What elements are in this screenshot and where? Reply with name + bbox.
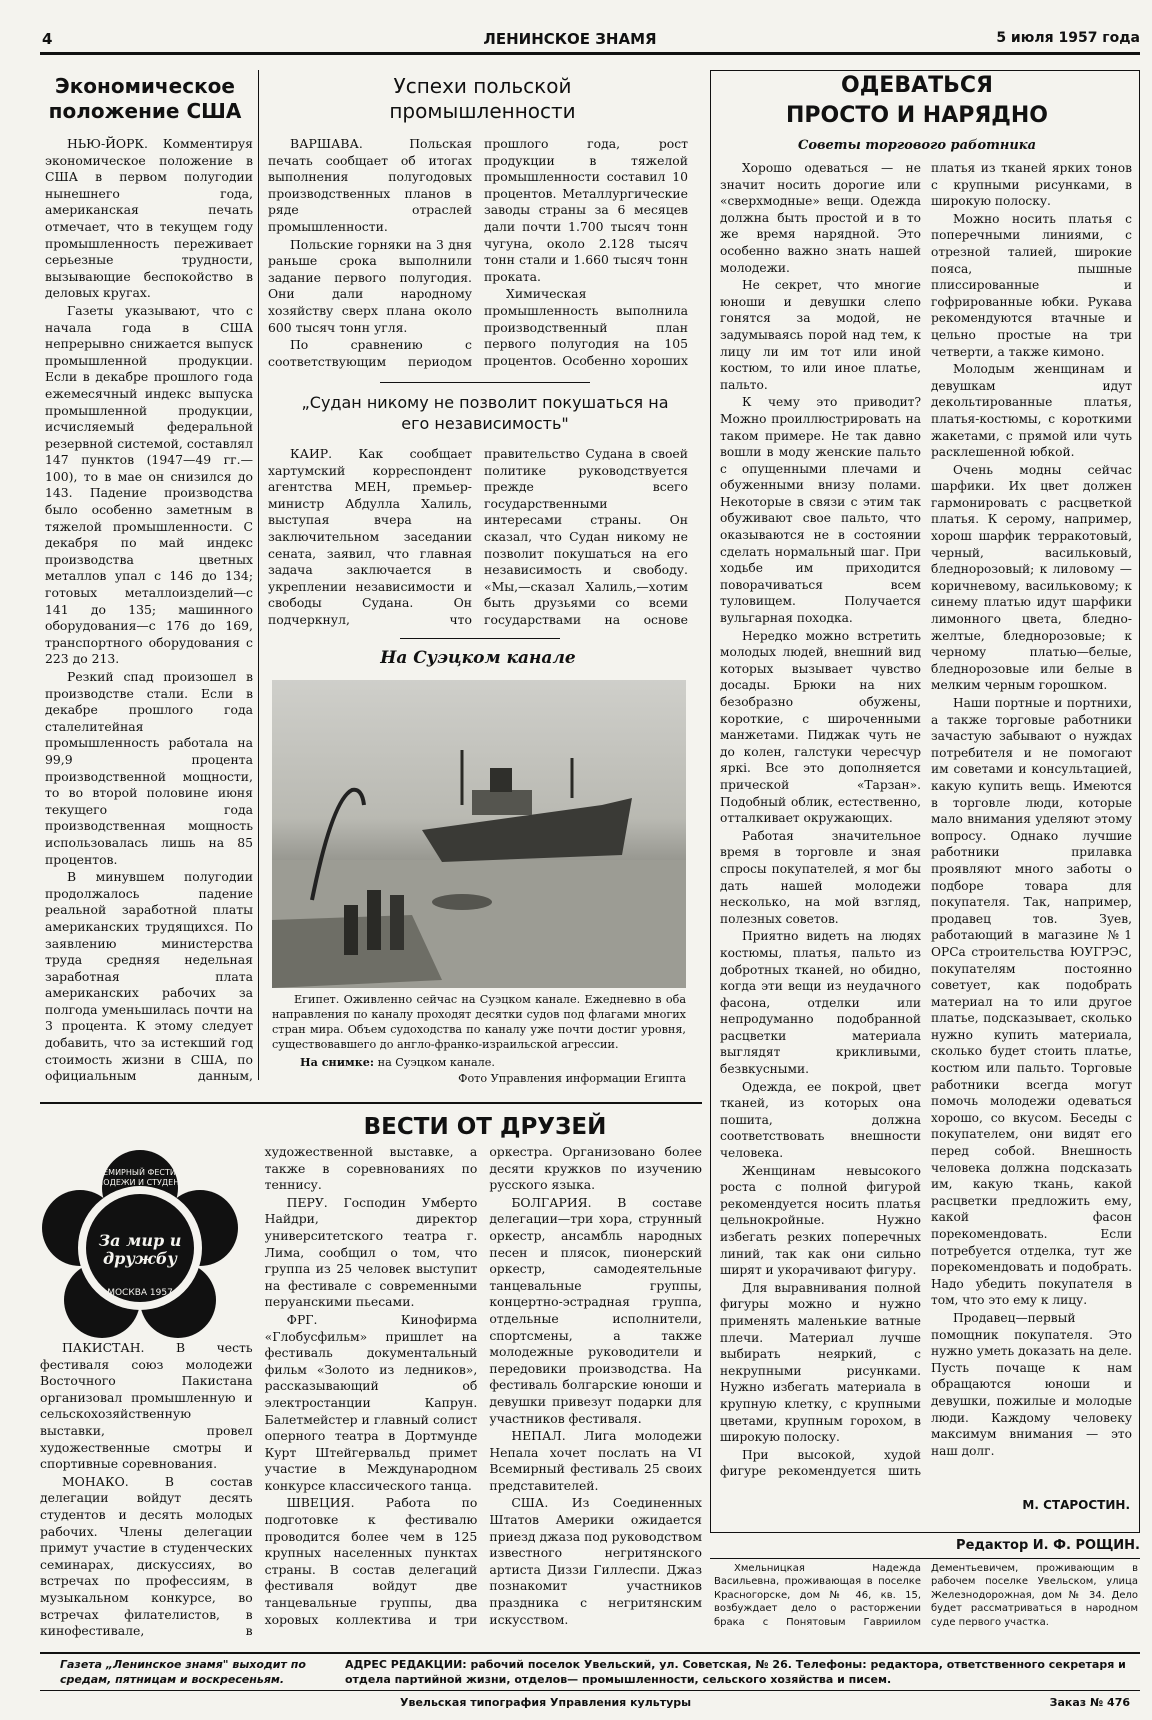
dress-title-line1: ОДЕВАТЬСЯ bbox=[841, 73, 993, 98]
footer-rule bbox=[40, 1690, 1140, 1691]
sudan-title: „Судан никому не позволит покушаться на его независимость" bbox=[301, 393, 669, 433]
paragraph: Не секрет, что многие юноши и девушки слепо гонятся за модой, не задумываясь порой над тем, к лицу ли им тот или иной костюм, то или иное платье, пальто. bbox=[720, 278, 921, 392]
emblem-ring-text: VI ВСЕМИРНЫЙ ФЕСТИВАЛЬ МОЛОДЕЖИ И СТУДЕНТОВ bbox=[81, 1168, 199, 1187]
editor-line: Редактор И. Ф. РОЩИН. bbox=[956, 1538, 1140, 1553]
paragraph: В минувшем полугодии продолжалось падение реальной заработной платы американских трудящихся. По заявлению министерства труда средняя недельная заработная плата американских рабочих за полгода уменьшилась почти на 3 процента. К этому следует добавить, что за истекший год стоимость жизни в США, по официальным данным, bbox=[45, 869, 253, 1084]
section-rule bbox=[380, 382, 590, 383]
dress-title-line2: ПРОСТО И НАРЯДНО bbox=[785, 103, 1049, 128]
column-rule bbox=[258, 70, 259, 1080]
paragraph: Резкий спад произошел в производстве стали. Если в декабре прошлого года сталелитейная промышленность работала на 99,9 процента производственной мощности, то во второй половине июня текущего года производственная мощность использовалась лишь на 85 процентов. bbox=[45, 669, 253, 867]
issue-date: 5 июля 1957 года bbox=[996, 30, 1140, 46]
paragraph: США. Из Соединенных Штатов Америки ожидается приезд джаза под руководством известного негритянского артиста Диззи Гиллеспи. Джаз познакомит участников праздника с негритянским искусством. bbox=[489, 1495, 702, 1627]
paragraph: Одежда, ее покрой, цвет тканей, из которых она пошита, должна соответствовать внешности человека. bbox=[720, 1079, 921, 1161]
paragraph: НЬЮ-ЙОРК. Комментируя экономическое положение в США в первом полугодии нынешнего года, американская печать отмечает, что в текущем году промышленность переживает серьезные трудности, вызывающие беспокойство в деловых кругах. bbox=[45, 136, 253, 301]
paragraph: При высокой, худой фигуре рекомендуется шить платья из тканей ярких тонов с крупными рисунками, в широкую полоску. bbox=[720, 161, 1132, 1479]
us-economy-text bbox=[45, 136, 253, 1084]
footer-rule bbox=[40, 1652, 1140, 1654]
editorial-address: АДРЕС РЕДАКЦИИ: рабочий поселок Увельский, ул. Советская, № 26. Телефоны: редактора, ответственного секретаря и отдела партийной жизни, отделов— промышленности, сельского хозяйства и писем. bbox=[345, 1658, 1126, 1686]
photo-label: На снимке: bbox=[300, 1055, 375, 1069]
publication-schedule: Газета „Ленинское знамя" выходит по средам, пятницам и воскресеньям. bbox=[60, 1658, 306, 1686]
poland-title: Успехи польской промышленности bbox=[389, 74, 576, 123]
suez-photo-note bbox=[300, 1055, 680, 1070]
paragraph: ПЕРУ. Господин Умберто Найдри, директор университетского театра г. Лима, сообщил о том, что группа из 25 человек выступит на фестивале с современными перуанскими пьесами. bbox=[264, 1194, 478, 1310]
paragraph: БОЛГАРИЯ. В составе делегации—три хора, струнный оркестр, ансамбль народных песен и плясок, пионерский оркестр, самодеятельные танцевальные группы, концертно-эстрадная группа, отдельные исполнители, спортсмены, а также молодежные руководители и передовики производства. На фестиваль болгарские юноши и девушки привезут подарки для участников фестиваля. bbox=[489, 1194, 702, 1426]
paragraph: ПАКИСТАН. В честь фестиваля союз молодежи Восточного Пакистана организовал промышленную и сельскохозяйственную выставки, провел художественные смотры и спортивные соревнования. bbox=[40, 1340, 253, 1472]
dress-text bbox=[720, 160, 1132, 1490]
paragraph: Работая значительное время в торговле и зная спросы покупателей, я мог бы дать нашей молодежи несколько, на мой взгляд, полезных советов. bbox=[720, 828, 921, 926]
dress-signature: М. СТАРОСТИН. bbox=[1022, 1498, 1130, 1512]
notice-rule bbox=[710, 1558, 1140, 1559]
paragraph: ФРГ. Кинофирма «Глобусфильм» пришлет на фестиваль документальный фильм «Золото из ледников», рассказывающий об электростанции Капрун. Балетмейстер и главный солист оперного театра в Дортмунде Курт Штейгервальд примет участие в Международном конкурсе классического танца. bbox=[264, 1311, 478, 1493]
paragraph: Польские горняки на 3 дня раньше срока выполнили задание первого полугодия. Они дали народному хозяйству сверх плана около 600 тысяч тонн угля. bbox=[268, 236, 472, 335]
paragraph: Для выравнивания полной фигуры можно и нужно применять маленькие ватные плечи. Материал лучше выбирать неяркий, с некрупными рисунками. Нужно избегать материала в крупную клетку, с крупными цветами, крупным горохом, в широкую полоску. bbox=[720, 1280, 921, 1445]
paragraph: Наши портные и портнихи, а также торговые работники зачастую забывают о нуждах потребителя и не помогают им советами и консультацией, какую купить вещь. Имеются в торговле люди, которые мало внимания уделяют этому вопросу. Однако лучшие работники прилавка проявляют много заботы о подборе товара для покупателя. Так, например, продавец тов. Зуев, работающий в магазине №1 ОРСа строительства ЮУГРЭС, покупателям постоянно советует, как подобрать материал на то или другое платье, подсказывает, сколько нужно купить материала, сколько будет стоить платье, костюм или пальто. Торговые работники всегда могут помочь молодежи одеваться хорошо, со вкусом. Беседы с покупателем, они видят его перед собой. Внешность человека должна подсказать им, какую ткань, какой расцветки предложить ему, какой фасон порекомендовать. Если потребуется отделка, тут же порекомендовать и подобрать. Надо убедить покупателя в том, что это ему к лицу. bbox=[931, 696, 1132, 1308]
page-number: 4 bbox=[42, 30, 53, 48]
us-economy-title: Экономическое положение США bbox=[48, 74, 242, 123]
section-rule bbox=[400, 638, 560, 639]
emblem-motto: За мир и дружбу bbox=[98, 1231, 182, 1268]
emblem-city-year: МОСКВА 1957 bbox=[107, 1288, 173, 1298]
paragraph: КАИР. Как сообщает хартумский корреспондент агентства МЕН, премьер-министр Абдулла Халиль, выступая вчера на заключительном заседании сената, заявил, что главная задача заключается в укреплении независимости и свободы Судана. Он подчеркнул, что правительство Судана в своей политике руководствуется прежде всего государственными интересами страны. Он сказал, что Судан никому не позволит покушаться на его независимость и свободу. «Мы,—сказал Халиль,—хотим быть друзьями со всеми государствами на основе bbox=[268, 446, 688, 627]
paragraph: Нередко можно встретить молодых людей, внешний вид которых вызывает чувство досады. Брюки на них безобразно обужены, короткие, с широченными манжетами. Пиджак чуть не до колен, галстуки чересчур яркі. Все это дополняется прической «Тарзан». Подобный облик, естественно, отталкивает окружающих. bbox=[720, 628, 921, 826]
news-text bbox=[40, 1144, 702, 1644]
court-notice: Хмельницкая Надежда Васильевна, проживающая в поселке Красногорске, дом № 46, кв. 15, возбуждает дело о расторжении брака с Понятовым Гавриилом Дементьевичем, проживающим в рабочем поселке Увельском, улица Железнодорожная, дом № 34. Дело будет рассматриваться в народном суде первого участка. bbox=[714, 1563, 1138, 1628]
masthead-title: ЛЕНИНСКОЕ ЗНАМЯ bbox=[483, 30, 657, 48]
printer-name: Увельская типография Управления культуры bbox=[400, 1696, 692, 1709]
paragraph: К чему это приводит? Можно проиллюстрировать на таком примере. Не так давно вошли в моду женские пальто с опущенными плечами и обуженными внизу полами. Некоторые в связи с этим так обуживают свое пальто, что оказываются не в состоянии сделать нормальный шаг. При ходьбе им приходится поворачиваться всем туловищем. Получается вульгарная походка. bbox=[720, 395, 921, 626]
paragraph: Очень модны сейчас шарфики. Их цвет должен гармонировать с расцветкой платья. К серому, например, хорош шарфик терракотовый, черный, васильковый, бледнорозовый; к лиловому — коричневому, васильковому; к синему платью идут шарфики лимонного цвета, бледно-желтые, бледнорозовые; к черному платью—белые, бледнорозовые или белые в мелким черным горошком. bbox=[931, 462, 1132, 693]
section-rule bbox=[40, 1102, 702, 1104]
news-title: ВЕСТИ ОТ ДРУЗЕЙ bbox=[363, 1114, 607, 1140]
paragraph: Газеты указывают, что с начала года в США непрерывно снижается выпуск промышленной продукции. Если в декабре прошлого года ежемесячный индекс выпуска промышленной продукции, исчисляемый федеральной резервной системой, составлял 147 пунктов (1947—49 гг.—100), то в мае он снизился до 143. Падение производства было особенно заметным в тяжелой промышленности. С декабря по май индекс производства цветных металлов упал с 146 до 134; готовых металлоизделий—с 141 до 135; машинного оборудования—с 176 до 169, транспортного оборудования с 223 до 213. bbox=[45, 302, 253, 667]
dress-subtitle: Советы торгового работника bbox=[797, 138, 1037, 153]
emblem-space bbox=[40, 1144, 253, 1340]
photo-text: на Суэцком канале. bbox=[377, 1056, 495, 1069]
paragraph: Продавец—первый помощник покупателя. Это нужно уметь доказать на деле. Пусть почаще к нам обращаются юноши и девушки, пожилые и молодые люди. Каждому человеку максимум внимания — это наш долг. bbox=[931, 1310, 1132, 1458]
paragraph: НЕПАЛ. Лига молодежи Непала хочет послать на VI Всемирный фестиваль 25 своих представителей. bbox=[489, 1428, 702, 1493]
paragraph: Можно носить платья с поперечными линиями, с отрезной талией, широкие пояса, пышные плиссированные и гофрированные юбки. Рукава рекомендуются втачные и цельно простые на три четверти, а также кимоно. bbox=[931, 211, 1132, 359]
poland-text bbox=[268, 136, 688, 374]
order-number: Заказ № 476 bbox=[1049, 1696, 1130, 1709]
suez-photo bbox=[272, 680, 686, 988]
paragraph: ШВЕЦИЯ. Работа по подготовке к фестивалю проводится более чем в 125 крупных населенных пунктах страны. В состав делегаций фестиваля войдут две танцевальные группы, два хоровых коллектива и три оркестра. Организовано более десяти кружков по изучению русского языка. bbox=[264, 1144, 702, 1627]
header-rule bbox=[40, 52, 1140, 55]
paragraph: По сравнению с соответствующим периодом прошлого года, рост продукции в тяжелой промышленности составил 10 процентов. Металлургические заводы страны за 6 месяцев дали почти 1.700 тысяч тонн чугуна, около 2.128 тысяч тонн стали и 1.660 тысяч тонн проката. bbox=[268, 136, 688, 369]
suez-credit: Фото Управления информации Египта bbox=[458, 1072, 686, 1085]
paragraph: ВАРШАВА. Польская печать сообщает об итогах выполнения полугодовых производственных планов в ряде отраслей промышленности. bbox=[268, 136, 472, 234]
paragraph: Хорошо одеваться — не значит носить дорогие или «сверхмодные» вещи. Одежда должна быть простой и в то же время нарядной. Это особенно важно знать нашей молодежи. bbox=[720, 161, 921, 275]
paragraph: Приятно видеть на людях костюмы, платья, пальто из добротных тканей, но обидно, когда эти вещи из неудачного фасона, отделки или непродуманно подобранной расцветки материала выглядят крикливыми, безвкусными. bbox=[720, 929, 921, 1077]
paragraph: Химическая промышленность выполнила производственный план первого полугодия на 105 процентов. Особенно хороших bbox=[484, 286, 688, 368]
sudan-text bbox=[268, 446, 688, 632]
suez-title: На Суэцком канале bbox=[380, 648, 576, 668]
paragraph: Женщинам невысокого роста с полной фигурой рекомендуется носить платья цельнокройные. Нужно избегать резких поперечных линий, так как они сильно ширят и укорачивают фигуру. bbox=[720, 1163, 921, 1278]
suez-caption: Египет. Оживленно сейчас на Суэцком канале. Ежедневно в оба направления по каналу проходят десятки судов под флагами многих стран мира. Объем судоходства по каналу уже почти достиг уровня, существовавшего до англо-франко-израильской агрессии. bbox=[272, 993, 686, 1051]
ship-picture bbox=[272, 680, 686, 988]
paragraph: Молодым женщинам и девушкам идут декольтированные платья, платья-костюмы, с короткими жакетами, с прямой или чуть расклешенной юбкой. bbox=[931, 362, 1132, 460]
paragraph: МОНАКО. В состав делегации войдут десять студентов и десять молодых рабочих. Члены делегации примут участие в студенческих семинарах, дискуссиях, во встречах по профессиям, в музыкальном конкурсе, во встречах филателистов, в кинофестивале, в художественной выставке, а также в соревнованиях по теннису. bbox=[40, 1144, 478, 1639]
